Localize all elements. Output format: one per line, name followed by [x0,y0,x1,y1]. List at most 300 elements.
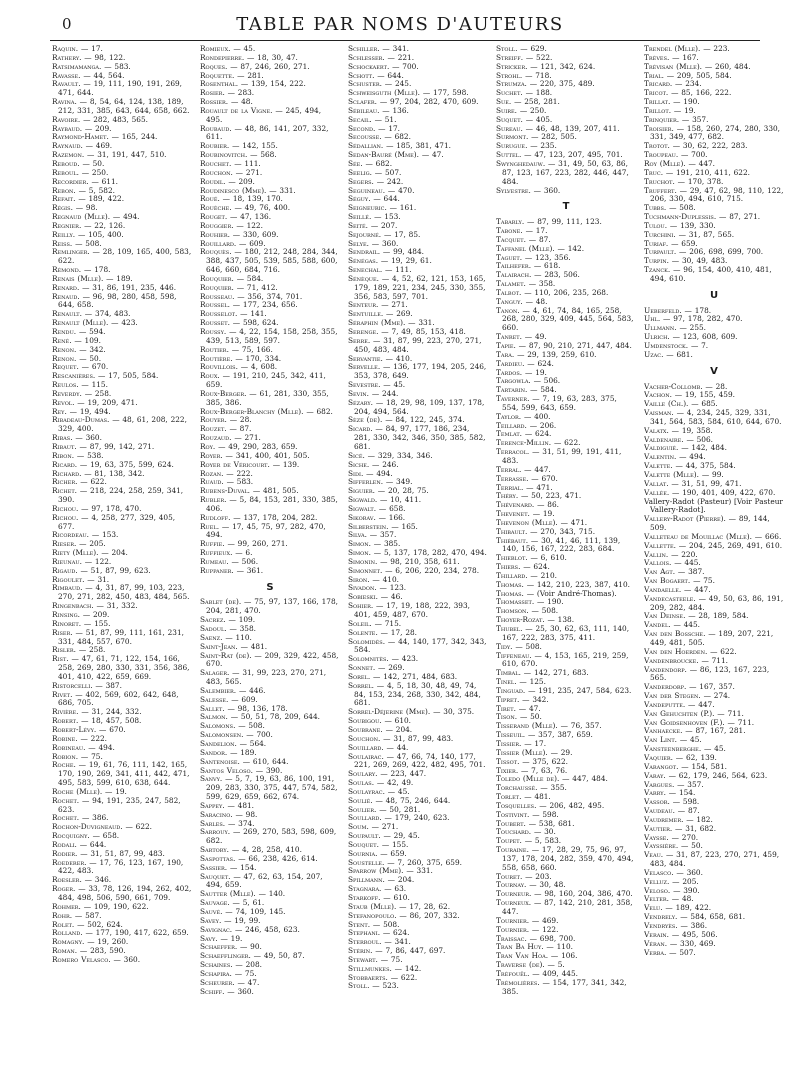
author-entry: Souillard. — 44. [348,742,409,752]
author-entry: Simon. — 385. [348,539,401,549]
author-entry: Thieblot. — 6, 610. [496,553,567,563]
author-entry: Stent. — 508. [348,919,400,929]
author-entry: Schuster. — 245. [348,79,412,89]
author-entry: Rist. — 47, 61, 71, 122, 154, 166, 258, 269, 280, 330, 331, 356, 386, 401, 410, 422, 659, 669. [52,654,190,681]
author-entry: Vandaelle. — 447. [644,584,711,594]
author-entry: Van den Bossche. — 189, 207, 221, 449, 481, 505. [644,629,774,647]
author-entry: Staub (Mlle). — 17, 28, 62. [348,901,451,911]
author-entry: Tinguad. — 191, 235, 247, 584, 623. [496,685,632,695]
author-entry: Taverner. — 7, 19, 63, 283, 375, 554, 599, 643, 659. [496,394,617,412]
author-entry: Tara. — 29, 139, 259, 610. [496,349,597,359]
author-entry: Rinoret. — 155. [52,618,111,628]
author-entry: Rouèche. — 49, 76, 400. [200,203,291,213]
author-entry: Vallat. — 31, 51, 99, 471. [644,478,742,488]
author-entry: Sidi. — 494. [348,468,393,478]
author-entry: Soulié. — 48, 75, 246, 644. [348,795,451,805]
author-entry: Second. — 17. [348,123,401,133]
author-entry: Suchet. — 188. [496,88,553,98]
author-entry: Veau. — 31, 87, 223, 270, 271, 459, 483, 484. [644,850,780,869]
author-entry: Stobbaerts. — 622. [348,972,418,982]
author-entry: Sylvestre. — 360. [496,185,561,195]
author-entry: Riety (Mlle). — 204. [52,548,128,558]
author-entry: Soum. — 271. [348,822,399,832]
author-entry: Richard. — 81, 138, 342. [52,468,145,478]
author-entry: Ueberfeld. — 178. [644,305,712,315]
author-entry: Ricordeau. — 153. [52,530,119,540]
author-entry: Ulrich. — 123, 608, 609. [644,332,738,342]
author-entry: Rolland. — 177, 190, 417, 622, 659. [52,928,189,938]
author-entry: Rathery. — 98, 122. [52,52,126,62]
author-entry: Terral. — 447. [496,464,551,474]
author-entry: Salomons. — 508. [200,721,265,731]
author-entry: Théry. — 50, 223, 471. [496,491,582,501]
author-entry: Vachon. — 19, 155, 459. [644,390,735,400]
author-entry: Rondepierre. — 18, 30, 47. [200,52,298,62]
author-entry: Sarrouy. — 269, 270, 583, 598, 609, 682. [200,827,337,846]
author-entry: Tournier. — 469. [496,915,559,925]
author-entry: Sifferlen. — 349. [348,477,413,487]
author-entry: Ravina. — 8, 54, 64, 124, 138, 189, 212, 331, 385, 643, 644, 658, 662. [52,97,190,115]
author-entry: Silberstein. — 165. [348,521,418,531]
author-entry: Temlat. — 624. [496,429,552,439]
author-entry: Vansteenberghe. — 45. [644,744,726,754]
author-entry: Roussy. — 4, 22, 154, 158, 258, 355, 439, 513, 589, 597. [200,327,338,345]
author-entry: Tiret. — 47. [496,703,541,713]
author-entry: Sacrez. — 109. [200,615,256,625]
author-entry: Tostivint. — 598. [496,809,559,819]
author-entry: Suttel. — 47, 123, 207, 495, 701. [496,150,623,160]
author-entry: Serenge. — 7, 49, 85, 153, 418. [348,327,466,336]
author-entry: Sadoul. — 358. [200,624,256,633]
author-entry: Ratsimamanga. — 583. [52,61,131,71]
author-entry: Schapira. — 75. [200,968,257,978]
author-entry: Sohier. — 17, 19, 188, 222, 393, 401, 459, 487, 670. [348,601,470,619]
author-entry: Vallette. — 204, 245, 269, 491, 610. [644,540,783,550]
author-entry: Schott. — 644. [348,70,404,80]
author-entry: Ribon. — 538. [52,450,104,460]
author-entry: Risler. — 258. [52,645,106,655]
author-entry: Simonin. — 98, 210, 358, 611. [348,556,460,566]
author-entry: Rubens-Duval. — 481, 505. [200,486,299,496]
author-entry: Stephani. — 624. [348,928,410,938]
author-entry: Soupault. — 29, 45. [348,831,420,841]
author-entry: Soulas. — 42, 49. [348,778,414,788]
author-entry: Sassier. — 154. [200,862,257,872]
author-entry: Robine. — 222. [52,733,108,743]
author-entry: Raynaud. — 469. [52,141,113,151]
author-entry: Romero Velasco. — 360. [52,954,141,964]
letter-heading: T [562,201,570,213]
author-entry: Vayssière. — 50. [644,841,703,851]
author-entry: Rouchet. — 111. [200,158,261,168]
author-entry: Rodier. — 31, 51, 87, 99, 483. [52,848,165,858]
author-entry: Stoll. — 629. [496,45,547,53]
author-entry: Rohmer. — 109, 190, 622. [52,901,149,911]
author-entry: Valdiguié. — 142, 484. [644,443,727,453]
author-entry: Terracol. — 31, 51, 99, 191, 411, 483. [496,447,622,465]
author-entry: Vandendorp. — 86, 123, 167, 223, 565. [644,664,770,683]
author-entry: Uhl. — 97, 178, 282, 470. [644,314,743,324]
author-entry: Sorel. — 142, 271, 484, 683. [348,671,458,681]
author-entry: Tourneur. — 98, 160, 204, 386, 470. [496,889,633,899]
author-entry: Ribadeau-Dumas. — 48, 61, 208, 222, 329, 400. [52,415,187,434]
author-entry: Roger. — 33, 78, 126, 194, 262, 402, 484, 498, 506, 590, 661, 709. [52,884,192,902]
author-entry: Surugue. — 235. [496,141,557,151]
author-entry: Tricard. — 234. [644,79,702,89]
author-entry: Sevin. — 244. [348,388,399,398]
author-entry: Renon. — 342. [52,344,106,354]
author-entry: Servelle. — 136, 177, 194, 205, 246, 353, 378, 649. [348,362,487,381]
author-entry: Roux. — 191, 210, 245, 342, 411, 659. [200,371,326,390]
author-entry: Terrial. — 471. [496,482,553,492]
author-entry: Rouzaud. — 271. [200,433,261,443]
author-entry: Rozan. — 222. [200,468,253,478]
author-entry: Tanret. — 49. [496,332,547,342]
author-entry: Tapie. — 87, 90, 210, 271, 447, 484. [496,341,632,350]
author-entry: Troupeau. — 700. [644,150,708,160]
author-entry: Recordier. — 611. [52,176,118,186]
author-entry: Tubbs. — 508. [644,203,696,213]
author-entry: Vaudremer. — 182. [644,814,713,824]
author-entry: Tzanck. — 96, 154, 400, 410, 481, 494, 610. [644,265,772,283]
author-entry: Reiss. — 508. [52,238,102,248]
author-entry: Starkoff. — 610. [348,893,410,902]
author-entry: Stoll. — 523. [348,981,399,991]
author-entry: Turiaf. — 659. [644,238,698,248]
author-entry: Rochon-Duvigneaud. — 622. [52,822,153,832]
author-entry: Renon. — 50. [52,353,102,363]
author-entry: Valatx. — 19, 358. [644,425,713,435]
author-entry: Tuchmann-Duplessis. — 87, 271. [644,212,761,222]
author-entry: Schlesser. — 221. [348,52,415,62]
author-entry: Sanvy. — 5, 7, 19, 63, 86, 100, 191, 209, 283, 330, 375, 447, 574, 582, 599, 629, 659, 662, 674. [200,774,338,802]
author-entry: Vallery-Radot (Pasteur) [Voir Pasteur Vallery-Radot]. [644,496,783,515]
author-entry: Simon. — 5, 137, 178, 282, 470, 494. [348,548,487,558]
author-entry: Solomidès. — 44, 140, 177, 342, 343, 584. [348,636,487,655]
author-entry: Traverse (de). — 5. [496,960,565,970]
author-entry: Toubert. — 538, 681. [496,818,575,828]
author-entry: Roederer. — 17, 76, 123, 167, 190, 422, 483. [52,857,184,876]
author-entry: Stillmunkes. — 142. [348,963,422,973]
author-entry: Schaines. — 208. [200,960,262,970]
author-entry: Sauvé. — 74, 109, 145. [200,907,286,916]
author-entry: Tisserand (Mlle). — 76, 357. [496,721,602,731]
author-entry: Sézary. — 18, 29, 98, 109, 137, 178, 204, 494, 564. [348,397,485,416]
author-entry: Varay. — 62, 179, 246, 564, 623. [644,770,768,780]
author-entry: Schweisguth (Mlle). — 177, 598. [348,88,469,98]
author-entry: Routière. — 170, 334. [200,353,282,363]
author-entry: Seité. — 207. [348,220,398,230]
author-entry: Trotot. — 30, 62, 222, 283. [644,141,748,151]
author-entry: Tournier. — 122. [496,924,559,934]
author-entry: Siguier. — 20, 28, 75. [348,486,429,496]
author-entry: Rouget. — 47, 136. [200,212,272,222]
author-entry: Rigaud. — 51, 87, 99, 623. [52,565,151,575]
author-entry: Séraphin (Mme). — 331. [348,318,435,328]
author-entry: Serre. — 31, 87, 99, 223, 270, 271, 450, 483, 484. [348,335,482,354]
author-entry: Ruffie. — 99, 260, 271. [200,539,288,549]
author-entry: Richer. — 622. [52,477,107,487]
author-entry: Rebon. — 5, 582. [52,185,115,195]
author-entry: Verba. — 507. [644,947,696,957]
author-entry: Tissier. — 17. [496,738,547,748]
author-entry: Romieux. — 45. [200,45,256,53]
author-entry: Vaille (Ch.). — 685. [644,399,718,409]
author-entry: Tipret. — 342. [496,694,549,704]
author-entry: Renaud. — 96, 98, 280, 458, 598, 644, 658. [52,291,177,310]
author-entry: Schiller. — 341. [348,45,409,53]
author-entry: Sauquet. — 47, 62, 63, 154, 207, 494, 659. [200,871,323,890]
index-column-3 [348,45,488,1075]
author-entry: Ravault. — 19, 111, 190, 191, 269, 471, 644. [52,79,183,98]
author-entry: Traissac. — 698, 700. [496,933,576,943]
author-entry: Roux-Berger. — 61, 281, 330, 355, 385, 386. [200,388,329,407]
author-entry: Rochet. — 94, 191, 235, 247, 582, 623. [52,795,181,814]
author-entry: Thubel. — 25, 30, 62, 63, 111, 140, 167, 222, 283, 375, 411. [496,624,630,642]
author-entry: Vallery-Radot (Pierre). — 89, 144, 509. [644,514,770,533]
author-entry: Rosier. — 283. [200,88,255,98]
author-entry: Soulairac. — 47, 66, 74, 140, 177, 221, 269, 269, 422, 482, 495, 701. [348,751,486,770]
author-entry: Thomson. — 508. [496,606,559,616]
author-entry: Siron. — 410. [348,574,399,584]
author-entry: Ruffieux. — 6. [200,548,253,558]
author-entry: Rousseau. — 356, 374, 701. [200,291,303,301]
author-entry: Soleil. — 715. [348,618,402,628]
author-entry: Rubler. — 5, 84, 153, 281, 330, 385, 406. [200,495,338,513]
author-entry: Rieser. — 205. [52,539,106,549]
author-entry: Robion. — 75. [52,751,103,761]
author-entry: Vandeputte. — 447. [644,699,715,709]
author-entry: Valette. — 44, 375, 584. [644,461,736,471]
author-entry: Revol. — 19, 209, 471. [52,397,138,407]
author-entry: Sicard. — 84, 97, 177, 186, 234, 281, 330, 342, 346, 350, 385, 582, 681. [348,424,486,451]
author-entry: Renault (Mlle). — 423. [52,318,138,328]
author-entry: Trendel (Mlle). — 223. [644,45,730,53]
author-entry: Salesse. — 609. [200,694,258,704]
author-entry: Reboud. — 50. [52,158,105,168]
author-entry: Valleteau de Mouillac (Mlle). — 666. [644,531,782,541]
author-entry: Rendu. — 594. [52,327,106,336]
author-entry: Régis. — 98. [52,203,98,213]
author-entry: Ruppaner. — 361. [200,565,264,575]
letter-heading: S [266,581,274,593]
author-entry: Rouault de la Vigne. — 245, 494, 495. [200,105,322,124]
author-entry: Savey. — 19, 99. [200,915,261,925]
author-entry: Troisier. — 158, 260, 274, 280, 330, 331, 349, 477, 682. [644,123,780,142]
author-entry: Stérin. — 7, 86, 447, 697. [348,946,446,956]
author-entry: Rousselot. — 141. [200,309,267,319]
author-entry: Terrasse. — 670. [496,473,558,483]
author-entry: Tabone. — 17. [496,226,548,236]
author-entry: Schaeffer. — 90. [200,942,262,952]
author-entry: Tissier (Mlle). — 29. [496,747,573,757]
author-entry: Solomnitès. — 423. [348,654,419,664]
author-entry: Scheurer. — 47. [200,977,260,987]
author-entry: Rigoulet. — 31. [52,574,110,584]
author-entry: Tiffeneau. — 4, 153, 165, 219, 259, 610, 670. [496,650,629,669]
author-entry: Roques. — 87, 246, 260, 271. [200,61,310,71]
author-entry: Surmont. — 282, 505. [496,132,577,142]
author-entry: Sartory. — 4, 28, 258, 410. [200,845,302,855]
author-entry: Santos Veloso. — 390. [200,765,283,775]
author-entry: Rouvillois. — 4, 608. [200,362,278,372]
author-entry: Stricker. — 121, 342, 624. [496,61,596,71]
author-entry: Roudil. — 209. [200,176,255,186]
author-entry: Trillot. — 19. [644,105,696,115]
author-entry: Targowla. — 506. [496,376,561,386]
author-entry: Roesler. — 346. [52,875,112,885]
author-entry: Thillard. — 210. [496,570,557,580]
author-entry: Valette (Mlle). — 99. [644,469,724,479]
author-entry: Reilly. — 105, 400. [52,229,124,239]
author-entry: Thomas. — 142, 210, 223, 387, 410. [496,579,630,589]
author-entry: Rouquès. — 180, 212, 248, 284, 344, 388, 437, 505, 539, 585, 588, 600, 646, 660, 684, 716. [200,247,338,275]
author-entry: Renard. — 31, 86, 191, 235, 446. [52,282,177,292]
author-entry: Roux-Berger-Blanchy (Mlle). — 682. [200,406,333,416]
author-entry: Trillat. — 190. [644,97,700,107]
author-entry: Velasco. — 360. [644,867,703,877]
author-entry: Sèze (de). — 84, 122, 245, 374. [348,415,465,425]
author-entry: Tanguy. — 48. [496,296,548,306]
author-entry: Talbot. — 110, 206, 235, 268. [496,287,609,297]
author-entry: Vallois. — 445. [644,558,701,568]
author-entry: Véran. — 330, 469. [644,938,716,948]
author-entry: Santenoise. — 610, 644. [200,756,289,766]
author-entry: Tournay. — 30, 48. [496,880,566,890]
author-entry: Rolet. — 502, 624. [52,919,123,929]
author-entry: Solente. — 17, 28. [348,627,418,637]
author-entry: Soulier. — 50, 281. [348,804,421,814]
author-entry: Thomas. — (Voir André-Thomas). [496,588,617,598]
author-entry: Robert. — 18, 457, 508. [52,716,142,726]
author-entry: Tourneux. — 87, 142, 210, 281, 358, 447. [496,898,633,916]
author-entry: Soulayrac. — 45. [348,786,410,796]
author-entry: Van den Hoerden. — 622. [644,646,737,656]
author-entry: Sandelion. — 564. [200,738,267,748]
author-entry: Tran Van Hoa. — 106. [496,951,578,961]
author-entry: Vacher-Collomb. — 28. [644,381,728,391]
index-column-5 [644,45,784,1075]
author-entry: Sandor. — 189. [200,747,257,757]
author-entry: Roussel. — 177, 234, 656. [200,300,298,310]
author-entry: Rocquigny. — 658. [52,831,120,841]
author-entry: Soulary. — 223, 447. [348,769,427,779]
author-entry: Sendrail. — 99, 484. [348,247,424,257]
author-entry: Rodali. — 644. [52,839,107,849]
page-number: 0 [62,15,72,33]
author-entry: Simonnet. — 6, 206, 220, 234, 278. [348,565,480,575]
author-entry: Ravasse. — 44, 564. [52,70,125,80]
author-entry: Salembier. — 446. [200,685,266,695]
author-entry: Van Goidsenhoven (F.). — 711. [644,717,755,727]
author-entry: Sée. — 682. [348,158,393,168]
author-entry: Trial. — 209, 505, 584. [644,70,732,80]
author-entry: Roubier. — 142, 155. [200,141,278,151]
author-entry: Vandel. — 445. [644,620,700,630]
author-entry: Sigwalt. — 658. [348,503,406,513]
index-columns [52,45,790,1075]
author-entry: Verain. — 495, 506. [644,929,718,939]
author-entry: Stefanopoulo. — 86, 207, 332. [348,910,460,920]
author-entry: Vassor. — 598. [644,797,700,807]
author-entry: Velter. — 48. [644,894,694,904]
author-entry: Riser. — 51, 87, 99, 111, 161, 231, 331, 484, 557, 670. [52,627,184,646]
author-entry: Tricot. — 85, 166, 222. [644,88,732,98]
author-entry: Sobieski. — 46. [348,592,403,602]
author-entry: Talairach. — 283, 506. [496,270,580,280]
author-entry: Torchaussé. — 355. [496,783,567,793]
author-entry: Trinquier. — 357. [644,114,709,124]
author-entry: Ullmann. — 255. [644,323,707,333]
author-entry: Séguy. — 644. [348,194,400,204]
author-entry: Saint-Jean. — 481. [200,641,268,651]
author-entry: Rimbaud. — 4, 31, 87, 99, 103, 223, 270, 271, 282, 450, 483, 484, 565. [52,583,190,602]
author-entry: Sablet (de). — 75, 97, 137, 166, 178, 204, 281, 470. [200,597,338,616]
author-entry: Ribas. — 360. [52,433,102,443]
author-entry: Van Deinse. — 28, 189, 584. [644,611,749,621]
author-entry: Ricard. — 19, 63, 375, 599, 624. [52,459,174,469]
author-entry: Sallet. — 98, 136, 178. [200,703,288,713]
author-entry: Robert-Lévy. — 670. [52,724,126,734]
author-entry: Tulou. — 139, 330. [644,220,716,230]
author-entry: Secousse. — 682. [348,132,411,142]
author-entry: Renault. — 374, 483. [52,309,131,319]
author-entry: Vaysse. — 270. [644,832,699,842]
author-entry: Vautier. — 31, 682. [644,823,717,833]
author-entry: Rouillard. — 609. [200,238,266,248]
author-entry: Vendrely. — 584, 658, 681. [644,912,746,922]
author-entry: Rescanières. — 17, 505, 584. [52,371,159,381]
author-entry: Van Bogaert. — 75. [644,576,715,586]
author-entry: Varangot. — 154, 581. [644,761,727,771]
author-entry: Royer. — 341, 400, 401, 505. [200,450,310,460]
author-entry: Thiébaut. — 30, 41, 46, 111, 139, 140, 156, 167, 222, 283, 684. [496,535,621,554]
author-entry: Savignac. — 246, 458, 623. [200,924,300,934]
author-entry: Terence-Millin. — 622. [496,438,581,448]
author-entry: Stagnara. — 63. [348,884,407,894]
author-entry: Rey. — 19, 494. [52,406,111,416]
author-entry: Renais (Mlle). — 189. [52,273,133,283]
author-entry: Vallée. — 190, 401, 409, 422, 670. [644,487,776,497]
author-entry: Souquet. — 155. [348,839,409,849]
author-entry: Senteur. — 271. [348,300,408,310]
author-entry: Seguineau. — 470. [348,185,415,195]
author-entry: Richou. — 97, 178, 470. [52,503,142,513]
author-entry: Tissot. — 375, 622. [496,756,568,766]
author-entry: Sébileau. — 136. [348,105,409,115]
author-entry: Thiers. — 624. [496,562,550,572]
author-entry: Tison. — 50. [496,712,542,722]
author-entry: Sorrel-Déjerine (Mme). — 30, 375. [348,707,475,717]
author-entry: Rumeau. — 506. [200,556,259,566]
author-entry: Reverdy. — 258. [52,388,112,398]
author-entry: Tartarin. — 584. [496,385,557,395]
author-entry: Sauvage. — 5, 61. [200,898,265,908]
author-entry: Raquin. — 17. [52,45,103,53]
author-entry: Thévenard. — 86. [496,500,559,510]
author-entry: Van Lint. — 45. [644,735,702,745]
author-entry: Toupet. — 5, 583. [496,836,562,846]
author-entry: Touraine. — 17, 28, 29, 75, 96, 97, 137, 178, 204, 282, 359, 470, 494, 558, 658, 660. [496,845,634,872]
author-entry: Vaquier. — 62, 139. [644,752,717,762]
author-entry: Sterroul. — 341. [348,937,411,947]
author-entry: Sivadon. — 123. [348,583,407,593]
author-entry: Siche. — 246. [348,459,399,469]
author-entry: Strohl. — 718. [496,70,552,80]
author-entry: Ribaut. — 87, 99, 142, 271. [52,441,155,451]
index-column-4 [496,45,636,1075]
author-entry: Schiff. — 360. [200,986,254,996]
